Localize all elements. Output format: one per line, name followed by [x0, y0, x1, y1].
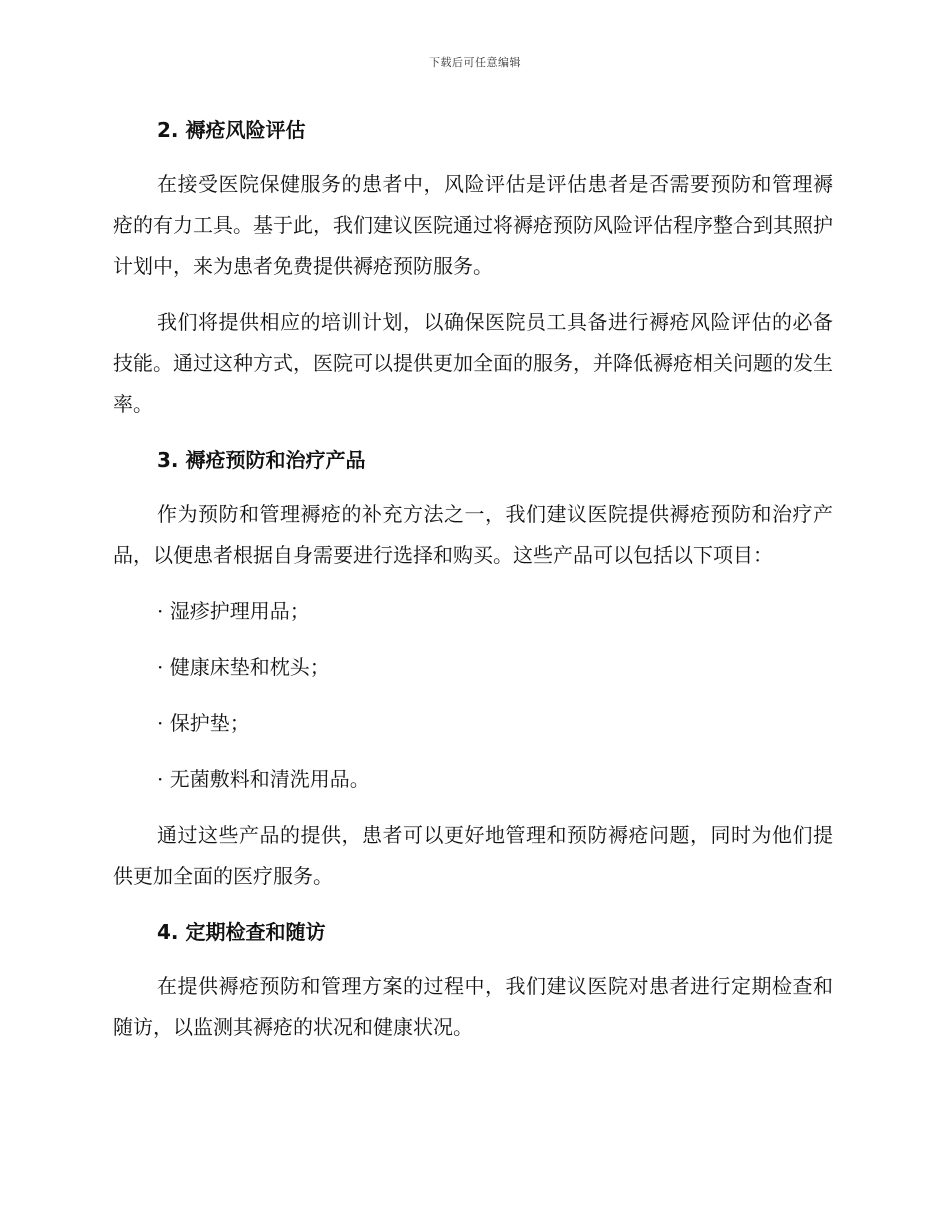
paragraph: 在接受医院保健服务的患者中，风险评估是评估患者是否需要预防和管理褥疮的有力工具。基于此，我们建议医院通过将褥疮预防风险评估程序整合到其照护计划中，来为患者免费提供褥疮预防服务。 — [113, 172, 833, 278]
paragraph: 我们将提供相应的培训计划，以确保医院员工具备进行褥疮风险评估的必备技能。通过这种方式，医院可以提供更加全面的服务，并降低褥疮相关问题的发生率。 — [113, 310, 833, 416]
section-heading-risk-assessment: 2. 褥疮风险评估 — [157, 118, 306, 142]
list-item: · 湿疹护理用品； — [157, 599, 310, 623]
paragraph: 在提供褥疮预防和管理方案的过程中，我们建议医院对患者进行定期检查和随访，以监测其褥疮的状况和健康状况。 — [113, 974, 833, 1039]
page-header: 下载后可任意编辑 — [429, 56, 521, 69]
list-item: · 保护垫； — [157, 711, 250, 735]
paragraph: 作为预防和管理褥疮的补充方法之一，我们建议医院提供褥疮预防和治疗产品，以便患者根据自身需要进行选择和购买。这些产品可以包括以下项目： — [113, 502, 833, 567]
paragraph: 通过这些产品的提供，患者可以更好地管理和预防褥疮问题，同时为他们提供更加全面的医疗服务。 — [113, 823, 833, 888]
list-item: · 健康床垫和枕头； — [157, 655, 330, 679]
list-item: · 无菌敷料和清洗用品。 — [157, 767, 370, 791]
section-heading-follow-up: 4. 定期检查和随访 — [157, 920, 326, 944]
document-body — [113, 110, 833, 1048]
section-heading-products: 3. 褥疮预防和治疗产品 — [157, 448, 366, 472]
